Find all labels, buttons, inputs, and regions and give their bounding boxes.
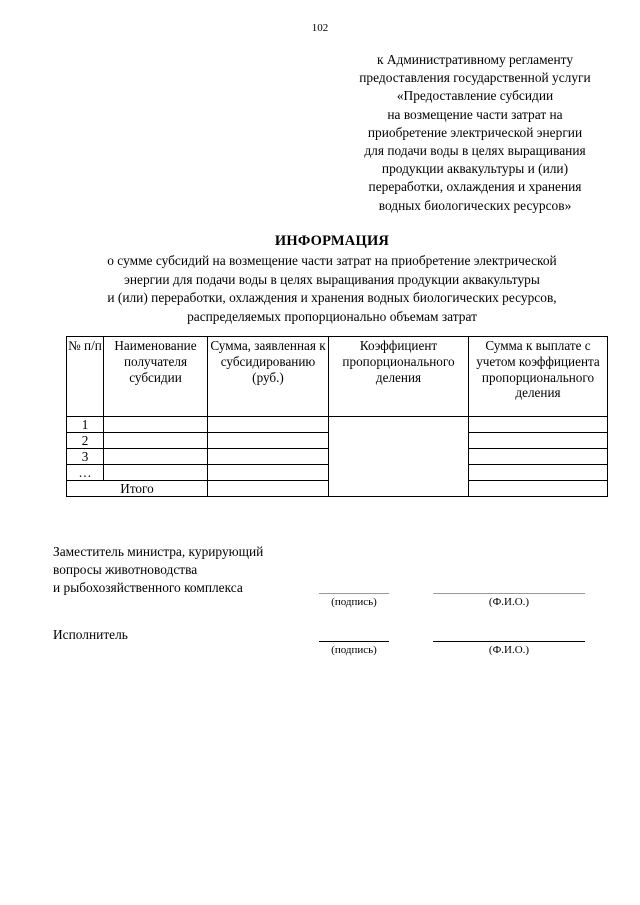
header-cell-recipient: Наименование получателя субсидии	[104, 337, 208, 417]
subtitle-line: и (или) переработки, охлаждения и хранения водных биологических ресурсов,	[107, 290, 557, 306]
table-cell	[208, 433, 329, 449]
table-cell	[469, 417, 608, 433]
row-number: 2	[67, 433, 104, 449]
coefficient-merged-cell	[329, 417, 469, 497]
signature-caption: (подпись)	[331, 596, 377, 608]
annex-line: продукции аквакультуры и (или)	[381, 161, 569, 177]
header-cell-payout-amount: Сумма к выплате с учетом коэффициента пропорционального деления	[469, 337, 608, 417]
signature-line	[319, 593, 389, 594]
table-cell	[104, 417, 208, 433]
annex-reference	[330, 51, 620, 215]
annex-line: к Административному регламенту	[376, 52, 574, 67]
table-cell	[469, 433, 608, 449]
table-row	[67, 417, 608, 433]
annex-line: предоставления государственной услуги	[359, 70, 591, 86]
signatory-title-line: Заместитель министра, курирующий	[53, 544, 264, 559]
document-subtitle	[40, 252, 624, 326]
header-cell-claimed-amount: Сумма, заявленная к субсидированию (руб.)	[208, 337, 329, 417]
header-cell-number: № п/п	[67, 337, 104, 417]
document-title: ИНФОРМАЦИЯ	[274, 233, 390, 249]
annex-line: на возмещение части затрат на	[387, 106, 563, 122]
table-header-row	[67, 337, 608, 417]
total-label: Итого	[67, 481, 208, 497]
annex-line: водных биологических ресурсов»	[378, 197, 572, 213]
annex-line: переработки, охлаждения и хранения	[368, 179, 582, 195]
signatory-title	[53, 543, 263, 597]
table-cell	[104, 449, 208, 465]
subtitle-line: о сумме субсидий на возмещение части затрат на приобретение электрической	[107, 253, 557, 268]
signature-caption: (подпись)	[331, 644, 377, 656]
subtitle-line: распределяемых пропорционально объемам затрат	[187, 308, 477, 324]
name-line	[433, 641, 585, 642]
signatory-title-line: и рыбохозяйственного комплекса	[53, 580, 243, 595]
name-line	[433, 593, 585, 594]
subtitle-line: энергии для подачи воды в целях выращивания продукции аквакультуры	[124, 271, 540, 287]
row-number: 1	[67, 417, 104, 433]
name-caption: (Ф.И.О.)	[488, 596, 530, 608]
page-number: 102	[311, 22, 329, 34]
annex-line: для подачи воды в целях выращивания	[364, 143, 586, 159]
signatory-title-line: вопросы животноводства	[53, 562, 198, 577]
executor-label-line: Исполнитель	[53, 627, 128, 642]
header-cell-coefficient: Коэффициент пропорционального деления	[329, 337, 469, 417]
table-cell	[469, 449, 608, 465]
table-cell	[208, 417, 329, 433]
table-cell	[469, 481, 608, 497]
executor-label	[53, 626, 128, 644]
table-cell	[104, 433, 208, 449]
subsidy-table	[66, 336, 608, 497]
table-cell	[208, 449, 329, 465]
annex-line: «Предоставление субсидии	[396, 88, 554, 104]
row-number: 3	[67, 449, 104, 465]
table-cell	[104, 465, 208, 481]
table-cell	[469, 465, 608, 481]
signature-line	[319, 641, 389, 642]
table-cell	[208, 481, 329, 497]
table-cell	[208, 465, 329, 481]
name-caption: (Ф.И.О.)	[488, 644, 530, 656]
annex-line: приобретение электрической энергии	[367, 124, 583, 140]
row-number: …	[67, 465, 104, 481]
